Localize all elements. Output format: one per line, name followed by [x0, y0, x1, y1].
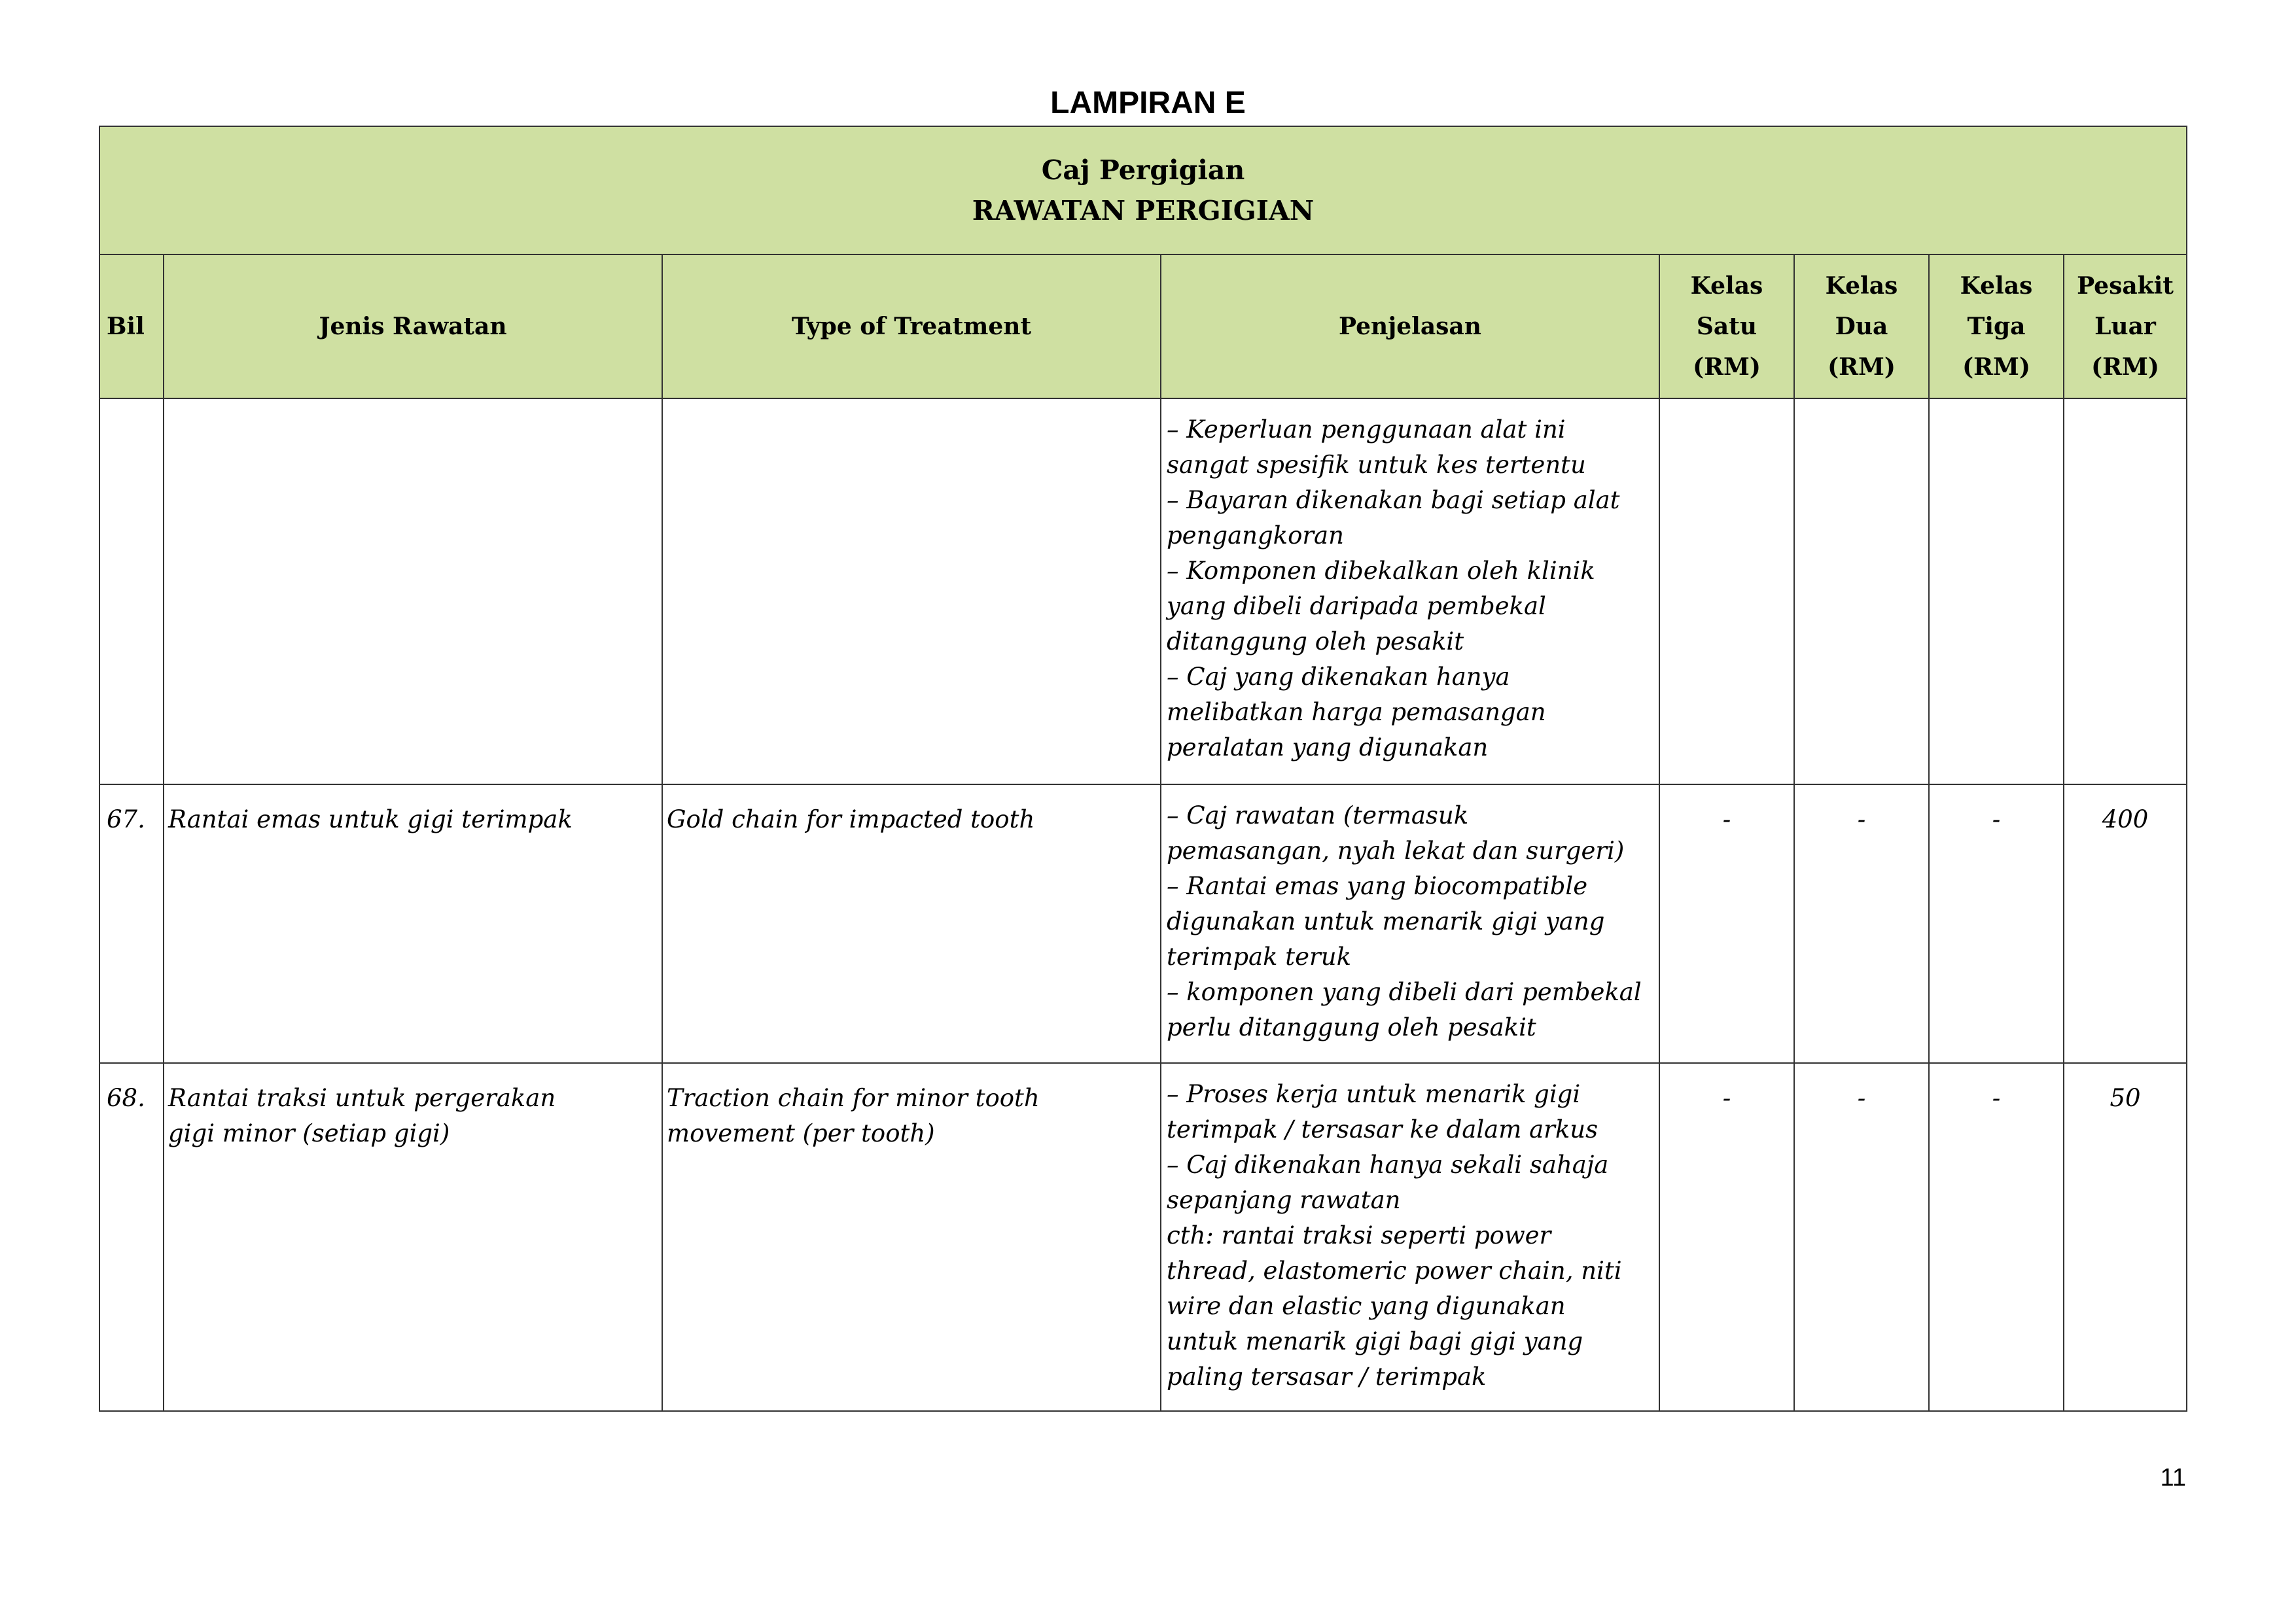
header-word: Pesakit — [2077, 272, 2174, 300]
cell-jenis-rawatan: Rantai emas untuk gigi terimpak — [164, 784, 662, 1063]
cell-type-of-treatment — [662, 398, 1161, 784]
header-word: Satu — [1696, 313, 1757, 340]
cell-kelas-dua — [1794, 398, 1929, 784]
description-line: sangat spesifik untuk kes tertentu — [1167, 451, 1586, 479]
page-heading: LAMPIRAN E — [1050, 86, 1246, 120]
cell-kelas-dua: - — [1794, 1063, 1929, 1411]
description-line: pengangkoran — [1167, 521, 1344, 550]
band-title: Caj Pergigian — [1041, 154, 1245, 186]
description-line: sepanjang rawatan — [1167, 1186, 1401, 1214]
table-band-header — [99, 126, 2187, 254]
description-line: terimpak teruk — [1167, 943, 1351, 971]
description-line: – Keperluan penggunaan alat ini — [1167, 415, 1566, 444]
description-line: – Rantai emas yang biocompatible — [1167, 872, 1588, 900]
table-row-67 — [99, 784, 2187, 1063]
column-header-row — [99, 254, 2187, 398]
description-line: – Komponen dibekalkan oleh klinik — [1167, 557, 1595, 585]
description-line: pemasangan, nyah lekat dan surgeri) — [1167, 837, 1625, 865]
cell-kelas-dua: - — [1794, 784, 1929, 1063]
cell-jenis-rawatan — [164, 398, 662, 784]
description-line: – Proses kerja untuk menarik gigi — [1167, 1080, 1581, 1108]
cell-kelas-tiga — [1929, 398, 2064, 784]
cell-jenis-rawatan — [164, 1063, 662, 1411]
treatment-name-line: gigi minor (setiap gigi) — [168, 1119, 450, 1147]
header-word: Kelas — [1825, 272, 1898, 300]
column-header-bil: Bil — [99, 254, 164, 398]
cell-pesakit-luar: 400 — [2064, 784, 2187, 1063]
dental-charges-table — [99, 126, 2187, 1412]
description-line: perlu ditanggung oleh pesakit — [1167, 1013, 1536, 1041]
treatment-type-line: Traction chain for minor tooth — [667, 1084, 1040, 1112]
column-header-kelas-dua — [1794, 254, 1929, 398]
cell-penjelasan — [1161, 784, 1659, 1063]
description-line: yang dibeli daripada pembekal — [1167, 592, 1546, 620]
description-line: melibatkan harga pemasangan — [1167, 698, 1546, 726]
header-word: (RM) — [1693, 353, 1761, 381]
cell-kelas-satu: - — [1659, 1063, 1794, 1411]
description-line: – Caj dikenakan hanya sekali sahaja — [1167, 1151, 1609, 1179]
cell-pesakit-luar — [2064, 398, 2187, 784]
description-line: thread, elastomeric power chain, niti — [1167, 1257, 1622, 1285]
column-header-pesakit-luar — [2064, 254, 2187, 398]
description-line: peralatan yang digunakan — [1167, 733, 1489, 761]
description-line: ditanggung oleh pesakit — [1167, 627, 1464, 655]
cell-kelas-tiga: - — [1929, 1063, 2064, 1411]
header-word: Luar — [2094, 313, 2156, 340]
header-word: (RM) — [1962, 353, 2030, 381]
page-number: 11 — [2160, 1464, 2186, 1492]
description-line: digunakan untuk menarik gigi yang — [1167, 907, 1605, 935]
column-header-jenis-rawatan: Jenis Rawatan — [164, 254, 662, 398]
header-word: Tiga — [1967, 313, 2026, 340]
cell-bil: 67. — [99, 784, 164, 1063]
band-subtitle: RAWATAN PERGIGIAN — [972, 195, 1315, 226]
cell-type-of-treatment — [662, 1063, 1161, 1411]
description-line: – Bayaran dikenakan bagi setiap alat — [1167, 486, 1620, 514]
cell-penjelasan — [1161, 1063, 1659, 1411]
cell-bil — [99, 398, 164, 784]
treatment-type-line: movement (per tooth) — [667, 1119, 935, 1147]
cell-penjelasan — [1161, 398, 1659, 784]
description-line: – Caj yang dikenakan hanya — [1167, 663, 1510, 691]
header-word: Kelas — [1960, 272, 2033, 300]
cell-kelas-satu: - — [1659, 784, 1794, 1063]
column-header-type-of-treatment: Type of Treatment — [662, 254, 1161, 398]
description-line: wire dan elastic yang digunakan — [1167, 1292, 1566, 1320]
column-header-kelas-satu — [1659, 254, 1794, 398]
cell-kelas-satu — [1659, 398, 1794, 784]
header-word: Kelas — [1690, 272, 1763, 300]
description-line: cth: rantai traksi seperti power — [1167, 1221, 1551, 1249]
description-line: terimpak / tersasar ke dalam arkus — [1167, 1115, 1598, 1143]
header-word: Dua — [1835, 313, 1888, 340]
cell-kelas-tiga: - — [1929, 784, 2064, 1063]
description-line: untuk menarik gigi bagi gigi yang — [1167, 1327, 1583, 1355]
cell-type-of-treatment: Gold chain for impacted tooth — [662, 784, 1161, 1063]
table-row-68 — [99, 1063, 2187, 1411]
column-header-kelas-tiga — [1929, 254, 2064, 398]
description-line: – komponen yang dibeli dari pembekal — [1167, 978, 1642, 1006]
header-word: (RM) — [1828, 353, 1896, 381]
cell-pesakit-luar: 50 — [2064, 1063, 2187, 1411]
table-row-continued — [99, 398, 2187, 784]
cell-bil: 68. — [99, 1063, 164, 1411]
treatment-name-line: Rantai traksi untuk pergerakan — [168, 1084, 556, 1112]
column-header-penjelasan: Penjelasan — [1161, 254, 1659, 398]
description-line: paling tersasar / terimpak — [1167, 1363, 1487, 1391]
description-line: – Caj rawatan (termasuk — [1167, 801, 1469, 829]
header-word: (RM) — [2091, 353, 2159, 381]
